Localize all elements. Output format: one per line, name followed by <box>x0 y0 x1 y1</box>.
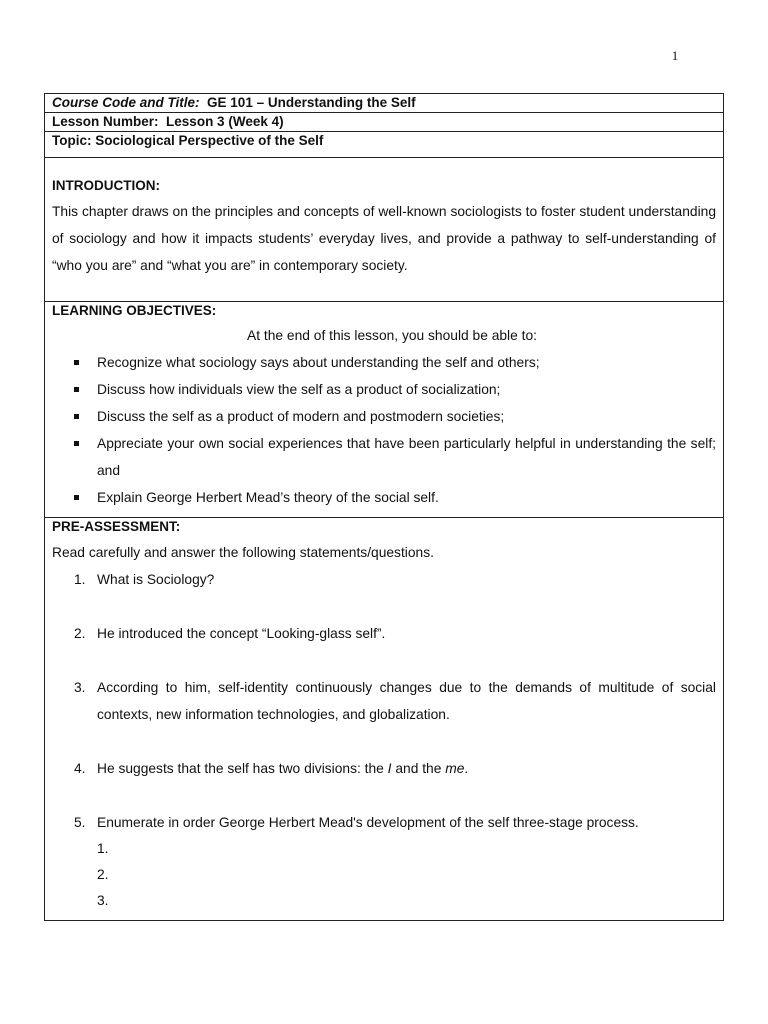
bullet-icon <box>74 441 79 446</box>
question-number: 4. <box>74 761 86 776</box>
question-text-mid: and the <box>391 761 446 776</box>
question-item <box>52 566 716 593</box>
question-text: Enumerate in order George Herbert Mead's development of the self three-stage process. <box>97 815 639 830</box>
introduction-section <box>45 158 723 302</box>
course-row <box>45 94 723 113</box>
objectives-lead: At the end of this lesson, you should be able to: <box>247 328 537 343</box>
bullet-icon <box>74 387 79 392</box>
question-text-after: . <box>464 761 469 776</box>
question-item <box>52 809 716 914</box>
pre-assessment-instructions: Read carefully and answer the following statements/questions. <box>52 545 434 560</box>
question-item <box>52 755 716 782</box>
lesson-row <box>45 113 723 132</box>
answer-line: 1. <box>97 841 109 856</box>
introduction-title: INTRODUCTION: <box>52 178 160 193</box>
objective-item: Appreciate your own social experiences that have been particularly helpful in understanding the self; and <box>52 430 716 484</box>
answer-line: 2. <box>97 867 109 882</box>
objectives-list <box>52 349 716 511</box>
pre-assessment-section <box>45 518 723 920</box>
answer-sub-list <box>97 836 716 914</box>
question-text: What is Sociology? <box>97 572 215 587</box>
question-number: 5. <box>74 815 86 830</box>
bullet-icon <box>74 414 79 419</box>
topic-row <box>45 132 723 158</box>
question-text-before: He suggests that the self has two divisions: the <box>97 761 388 776</box>
introduction-text: This chapter draws on the principles and concepts of well-known sociologists to foster student understanding of sociology and how it impacts students’ everyday lives, and provide a pathway to self-understanding of “who you are” and “what you are” in contemporary society. <box>52 204 716 273</box>
course-value: GE 101 – Understanding the Self <box>207 95 416 110</box>
objective-item: Discuss how individuals view the self as a product of socialization; <box>52 376 716 403</box>
question-emphasis-me: me <box>445 761 465 776</box>
lesson-label: Lesson Number: <box>52 114 159 129</box>
question-number: 2. <box>74 626 86 641</box>
question-number: 1. <box>74 572 86 587</box>
question-number: 3. <box>74 680 86 695</box>
objective-item: Recognize what sociology says about understanding the self and others; <box>52 349 716 376</box>
objectives-section <box>45 302 723 518</box>
question-text: He introduced the concept “Looking-glass self”. <box>97 626 386 641</box>
question-item <box>52 674 716 728</box>
objective-item: Explain George Herbert Mead’s theory of the social self. <box>52 484 716 511</box>
objectives-title: LEARNING OBJECTIVES: <box>52 303 217 318</box>
lesson-table <box>44 93 724 921</box>
bullet-icon <box>74 360 79 365</box>
course-label: Course Code and Title: <box>52 95 200 110</box>
topic-value: Sociological Perspective of the Self <box>95 133 324 148</box>
topic-label: Topic: <box>52 133 92 148</box>
bullet-icon <box>74 495 79 500</box>
pre-assessment-title: PRE-ASSESSMENT: <box>52 519 181 534</box>
question-text: According to him, self-identity continuously changes due to the demands of multitude of social contexts, new information technologies, and globalization. <box>97 680 716 722</box>
answer-line: 3. <box>97 893 109 908</box>
lesson-value: Lesson 3 (Week 4) <box>166 114 284 129</box>
question-list <box>52 566 716 914</box>
question-emphasis-i: I <box>387 761 392 776</box>
question-item <box>52 620 716 647</box>
objective-item: Discuss the self as a product of modern and postmodern societies; <box>52 403 716 430</box>
page-number: 1 <box>671 48 679 63</box>
